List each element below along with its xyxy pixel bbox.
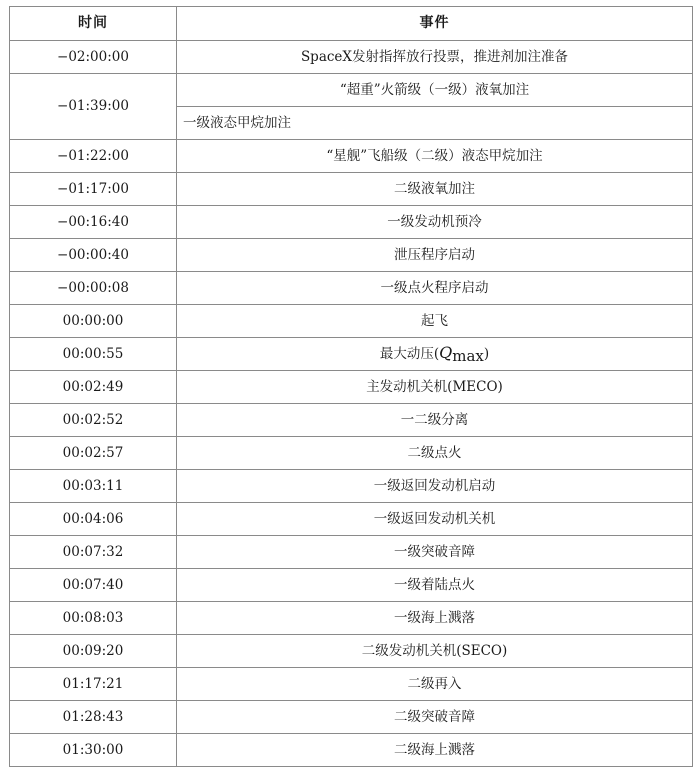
- table-row: [10, 635, 693, 668]
- time-cell: 00:03:11: [10, 470, 177, 503]
- time-cell: 00:00:55: [10, 338, 177, 371]
- event-cell: 二级再入: [177, 668, 693, 701]
- time-cell: 00:02:49: [10, 371, 177, 404]
- table-row: [10, 305, 693, 338]
- table-row: [10, 668, 693, 701]
- flight-timeline-table-container: [9, 6, 693, 767]
- table-row: [10, 41, 693, 74]
- time-cell: −00:00:08: [10, 272, 177, 305]
- event-cell: 二级点火: [177, 437, 693, 470]
- event-cell: 二级液氧加注: [177, 173, 693, 206]
- table-row: [10, 404, 693, 437]
- table-header-row: [10, 7, 693, 41]
- time-cell: 01:30:00: [10, 734, 177, 767]
- event-cell: 二级发动机关机(SECO): [177, 635, 693, 668]
- event-text: 最大动压(: [379, 346, 440, 362]
- time-cell: 00:07:40: [10, 569, 177, 602]
- table-row: [10, 470, 693, 503]
- table-row: [10, 503, 693, 536]
- table-row: [10, 569, 693, 602]
- event-cell: 起飞: [177, 305, 693, 338]
- event-cell: 一级返回发动机关机: [177, 503, 693, 536]
- table-row: [10, 140, 693, 173]
- time-cell: 01:17:21: [10, 668, 177, 701]
- qmax-subscript: max: [452, 347, 484, 365]
- table-row: [10, 338, 693, 371]
- time-cell: −02:00:00: [10, 41, 177, 74]
- flight-timeline-table: [9, 6, 693, 767]
- event-cell: 一级突破音障: [177, 536, 693, 569]
- table-row: [10, 437, 693, 470]
- header-event: 事件: [177, 7, 693, 41]
- header-time: 时间: [10, 7, 177, 41]
- time-cell: −00:00:40: [10, 239, 177, 272]
- event-cell: “超重”火箭级（一级）液氧加注: [177, 74, 693, 107]
- time-cell: −01:17:00: [10, 173, 177, 206]
- event-cell: 一二级分离: [177, 404, 693, 437]
- event-cell-qmax: [177, 338, 693, 371]
- time-cell: 00:02:57: [10, 437, 177, 470]
- qmax-symbol: Q: [439, 343, 453, 362]
- event-cell: 一级液态甲烷加注: [177, 107, 693, 140]
- table-row: [10, 734, 693, 767]
- event-cell: 一级海上溅落: [177, 602, 693, 635]
- time-cell: 00:08:03: [10, 602, 177, 635]
- event-cell: 泄压程序启动: [177, 239, 693, 272]
- time-cell: 00:07:32: [10, 536, 177, 569]
- event-text-end: ): [483, 346, 490, 362]
- table-row: [10, 74, 693, 107]
- table-row: [10, 536, 693, 569]
- time-cell: 00:09:20: [10, 635, 177, 668]
- time-cell: −01:22:00: [10, 140, 177, 173]
- event-cell: 二级突破音障: [177, 701, 693, 734]
- table-row: [10, 239, 693, 272]
- time-cell: −00:16:40: [10, 206, 177, 239]
- table-row: [10, 602, 693, 635]
- table-row: [10, 701, 693, 734]
- event-cell: SpaceX发射指挥放行投票，推进剂加注准备: [177, 41, 693, 74]
- time-cell: 00:02:52: [10, 404, 177, 437]
- event-cell: 一级点火程序启动: [177, 272, 693, 305]
- table-row: [10, 173, 693, 206]
- table-row: [10, 272, 693, 305]
- event-cell: 一级着陆点火: [177, 569, 693, 602]
- time-cell: 00:04:06: [10, 503, 177, 536]
- time-cell: 00:00:00: [10, 305, 177, 338]
- table-row: [10, 371, 693, 404]
- event-cell: 一级返回发动机启动: [177, 470, 693, 503]
- table-row: [10, 206, 693, 239]
- event-cell: “星舰”飞船级（二级）液态甲烷加注: [177, 140, 693, 173]
- time-cell: 01:28:43: [10, 701, 177, 734]
- time-cell: −01:39:00: [10, 74, 177, 140]
- event-cell: 二级海上溅落: [177, 734, 693, 767]
- event-cell: 主发动机关机(MECO): [177, 371, 693, 404]
- event-cell: 一级发动机预冷: [177, 206, 693, 239]
